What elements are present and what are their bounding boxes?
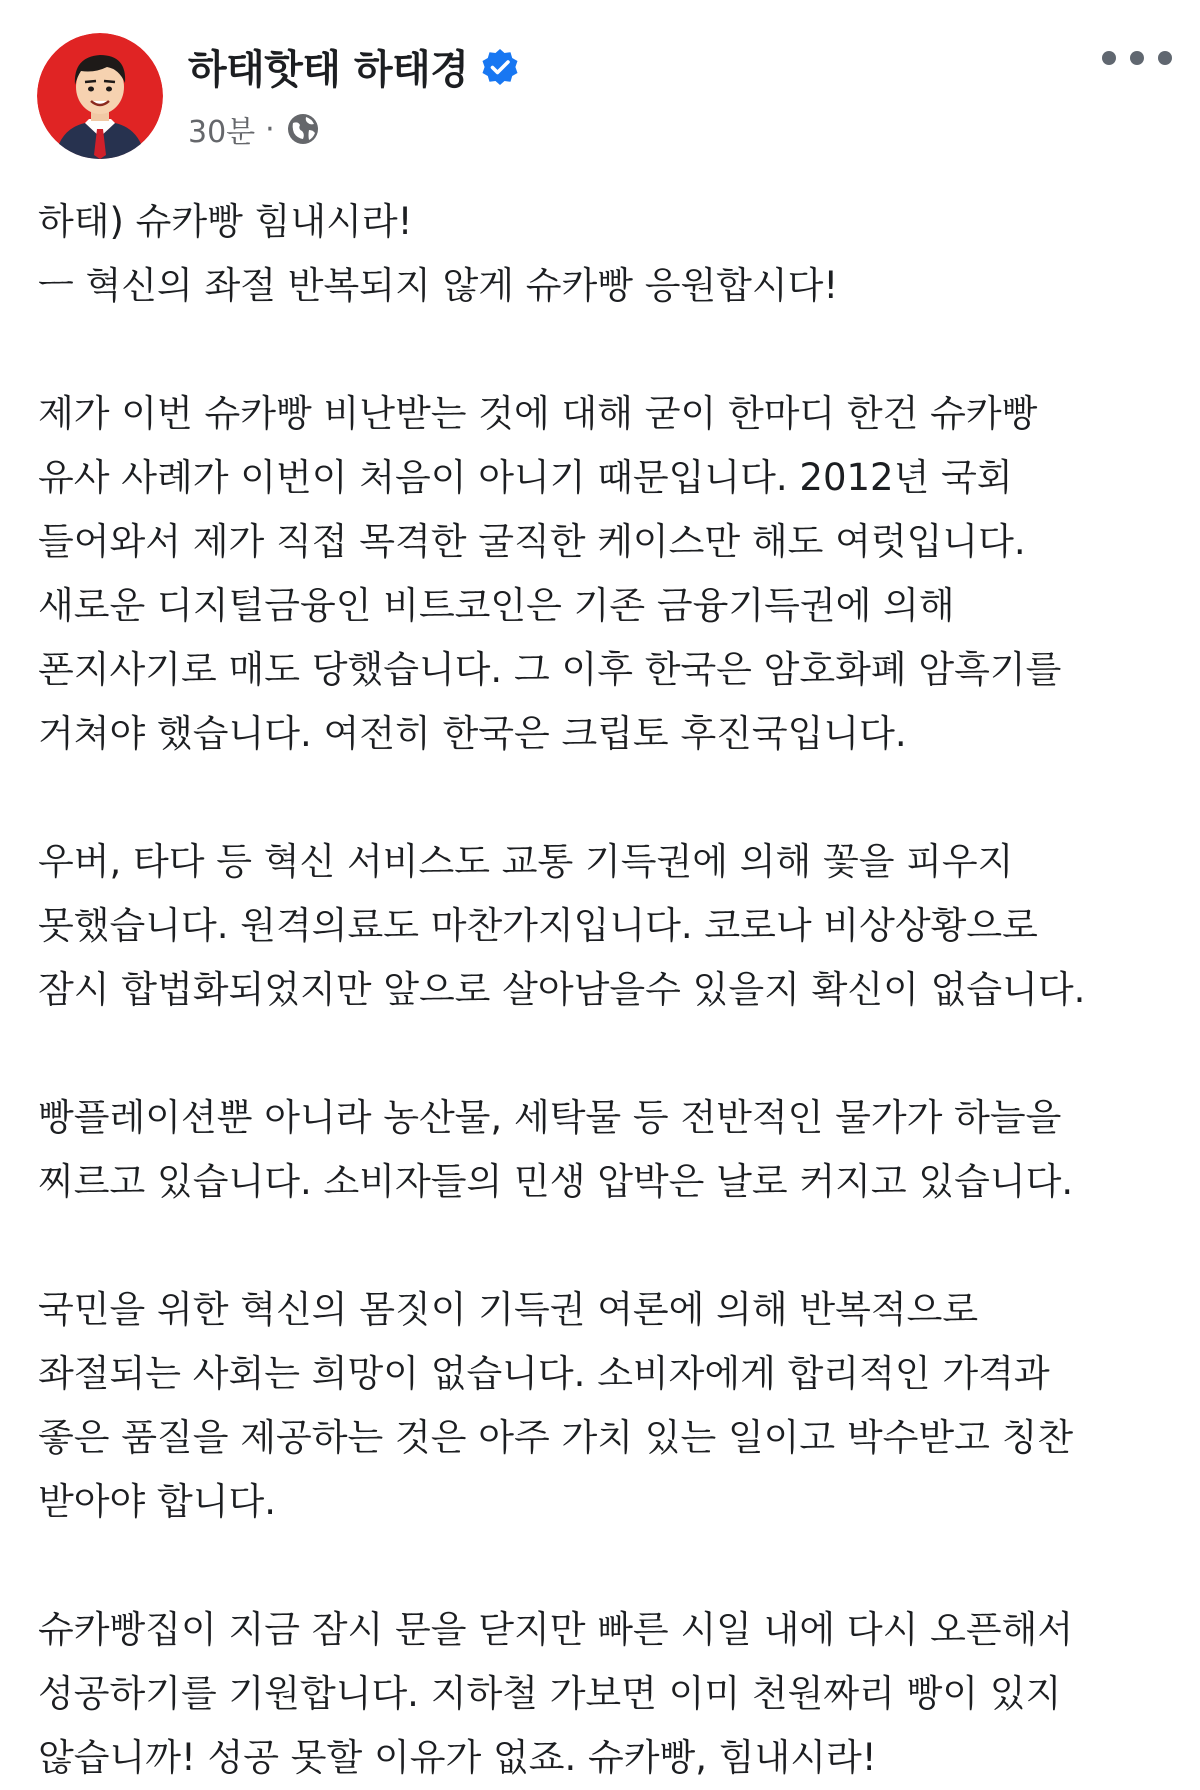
meta-separator: · (265, 111, 275, 147)
author-row (188, 38, 520, 95)
text-line: 거쳐야 했습니다. 여전히 한국은 크립토 후진국입니다. (38, 712, 907, 755)
post-paragraph (38, 382, 1178, 766)
text-line: 슈카빵집이 지금 잠시 문을 닫지만 빠른 시일 내에 다시 오픈해서 (38, 1608, 1074, 1651)
text-line: 새로운 디지털금융인 비트코인은 기존 금융기득권에 의해 (38, 584, 955, 627)
avatar-illustration (37, 33, 163, 159)
post-paragraph (38, 1598, 1178, 1790)
globe-icon[interactable] (285, 111, 321, 147)
post-body (38, 190, 1178, 1790)
text-line: ㅡ 혁신의 좌절 반복되지 않게 슈카빵 응원합시다! (38, 264, 839, 307)
post-paragraph (38, 1086, 1178, 1214)
text-line: 성공하기를 기원합니다. 지하철 가보면 이미 천원짜리 빵이 있지 (38, 1672, 1062, 1715)
text-line: 우버, 타다 등 혁신 서비스도 교통 기득권에 의해 꽃을 피우지 (38, 840, 1014, 883)
text-line: 국민을 위한 혁신의 몸짓이 기득권 여론에 의해 반복적으로 (38, 1288, 979, 1331)
text-line: 유사 사례가 이번이 처음이 아니기 때문입니다. 2012년 국회 (38, 456, 1013, 499)
text-line: 받아야 합니다. (38, 1480, 276, 1523)
avatar[interactable] (37, 33, 163, 159)
verified-badge-icon (480, 47, 520, 87)
more-horizontal-icon (1158, 51, 1172, 65)
text-line: 들어와서 제가 직접 목격한 굴직한 케이스만 해도 여럿입니다. (38, 520, 1026, 563)
text-line: 못했습니다. 원격의료도 마찬가지입니다. 코로나 비상상황으로 (38, 904, 1038, 947)
text-line: 하태) 슈카빵 힘내시라! (38, 200, 413, 243)
text-line: 좋은 품질을 제공하는 것은 아주 가치 있는 일이고 박수받고 칭찬 (38, 1416, 1074, 1459)
post-timestamp[interactable]: 30분 (188, 115, 256, 150)
more-horizontal-icon (1102, 51, 1116, 65)
more-options-button[interactable] (1102, 40, 1172, 76)
post-paragraph (38, 190, 1178, 318)
post-meta (188, 107, 321, 151)
text-line: 찌르고 있습니다. 소비자들의 민생 압박은 날로 커지고 있습니다. (38, 1160, 1074, 1203)
text-line: 제가 이번 슈카빵 비난받는 것에 대해 굳이 한마디 한건 슈카빵 (38, 392, 1038, 435)
text-line: 빵플레이션뿐 아니라 농산물, 세탁물 등 전반적인 물가가 하늘을 (38, 1096, 1062, 1139)
author-name[interactable]: 하태핫태 하태경 (188, 47, 469, 93)
post-paragraph (38, 1278, 1178, 1534)
text-line: 잠시 합법화되었지만 앞으로 살아남을수 있을지 확신이 없습니다. (38, 968, 1086, 1011)
text-line: 않습니까! 성공 못할 이유가 없죠. 슈카빵, 힘내시라! (38, 1736, 877, 1779)
text-line: 폰지사기로 매도 당했습니다. 그 이후 한국은 암호화폐 암흑기를 (38, 648, 1062, 691)
more-horizontal-icon (1130, 51, 1144, 65)
post-header (0, 0, 1200, 175)
text-line: 좌절되는 사회는 희망이 없습니다. 소비자에게 합리적인 가격과 (38, 1352, 1050, 1395)
post-paragraph (38, 830, 1178, 1022)
